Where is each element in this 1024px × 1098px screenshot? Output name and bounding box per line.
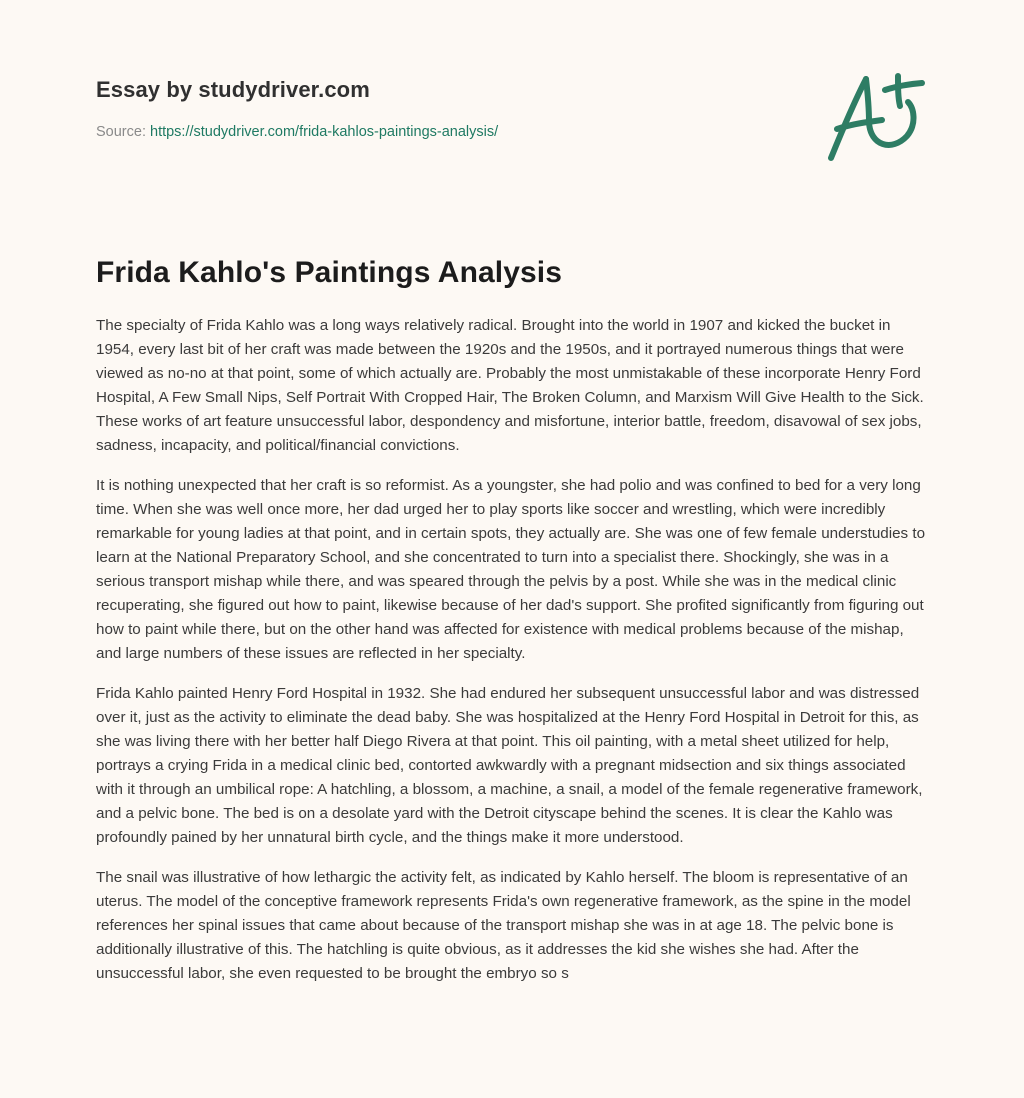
a-plus-grade-icon <box>822 66 930 166</box>
essay-paragraph: The specialty of Frida Kahlo was a long ways relatively radical. Brought into the world in 1907 and kicked the bucket in 1954, every last bit of her craft was made between the 1920s and the 1950s, and it portrayed numerous things that were viewed as no-no at that point, some of which actually are. Probably the most unmistakable of these incorporate Henry Ford Hospital, A Few Small Nips, Self Portrait With Cropped Hair, The Broken Column, and Marxism Will Give Health to the Sick. These works of art feature unsuccessful labor, despondency and misfortune, interior battle, freedom, disavowal of sex jobs, sadness, incapacity, and political/financial convictions. <box>96 317 924 454</box>
essay-header <box>96 74 796 142</box>
essay-paragraph: It is nothing unexpected that her craft is so reformist. As a youngster, she had polio and was confined to bed for a very long time. When she was well once more, her dad urged her to play sports like soccer and wrestling, which were incredibly remarkable for young ladies at that point, and in certain spots, they actually are. She was one of few female understudies to learn at the National Preparatory School, and she concentrated to turn into a specialist there. Shockingly, she was in a serious transport mishap while there, and was speared through the pelvis by a post. While she was in the medical clinic recuperating, she figured out how to paint, likewise because of her dad's support. She profited significantly from figuring out how to paint while there, but on the other hand was affected for existence with medical problems because of the mishap, and large numbers of these issues are reflected in her specialty. <box>96 477 926 662</box>
source-line <box>96 122 796 142</box>
source-label: Source: <box>96 124 150 140</box>
essay-paragraph: The snail was illustrative of how lethargic the activity felt, as indicated by Kahlo herself. The bloom is representative of an uterus. The model of the conceptive framework represents Frida's own regenerative framework, as the spine in the model references her spinal issues that came about because of the transport mishap she was in at age 18. The pelvic bone is additionally illustrative of this. The hatchling is quite obvious, as it addresses the kid she wishes she had. After the unsuccessful labor, she even requested to be brought the embryo so s <box>96 869 911 982</box>
brand-title: Essay by studydriver.com <box>96 77 370 102</box>
essay-title: Frida Kahlo's Paintings Analysis <box>96 256 563 289</box>
source-link[interactable]: https://studydriver.com/frida-kahlos-paintings-analysis/ <box>150 124 499 140</box>
essay-body <box>96 314 932 1002</box>
essay-paragraph: Frida Kahlo painted Henry Ford Hospital in 1932. She had endured her subsequent unsuccessful labor and was distressed over it, just as the activity to eliminate the dead baby. She was hospitalized at the Henry Ford Hospital in Detroit for this, as she was living there with her better half Diego Rivera at that point. This oil painting, with a metal sheet utilized for help, portrays a crying Frida in a medical clinic bed, contorted awkwardly with a pregnant midsection and six things associated with it through an umbilical rope: A hatchling, a blossom, a machine, a snail, a model of the female regenerative framework, and a pelvic bone. The bed is on a desolate yard with the Detroit cityscape behind the scenes. It is clear the Kahlo was profoundly pained by her unnatural birth cycle, and the things make it more understood. <box>96 685 923 846</box>
